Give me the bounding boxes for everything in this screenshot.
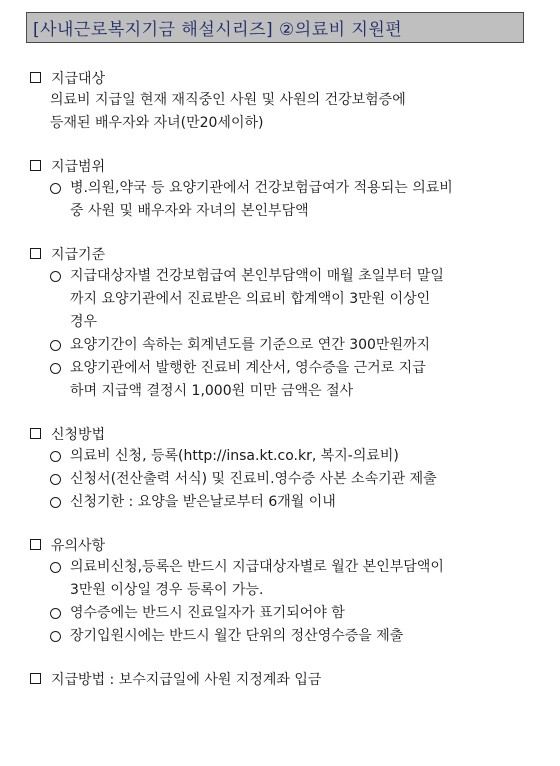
list-item [30,177,540,223]
list-item [30,602,540,625]
section-heading [30,667,540,690]
list-item-line: 지급대상자별 건강보험급여 본인부담액이 매월 초일부터 말일 [70,268,444,284]
list-item-line: 장기입원시에는 반드시 월간 단위의 정산영수증을 제출 [70,628,404,644]
document-title-text: [사내근로복지기금 해설시리즈] ②의료비 지원편 [33,20,403,40]
section-heading-text: 유의사항 [51,537,106,554]
section [30,422,540,514]
list-item-line: 하며 지급액 결정시 1,000원 미만 금액은 절사 [70,383,354,399]
circle-bullet-icon [50,271,61,282]
section [30,66,540,135]
section-heading [30,533,540,556]
list-item [30,556,540,602]
section-heading-text: 지급대상 [51,70,106,87]
list-item [30,334,540,357]
list-item-line: 경우 [70,314,98,330]
circle-bullet-icon [50,497,61,508]
list-item-line: 의료비 신청, 등록(http://insa.kt.co.kr, 복지-의료비) [70,448,399,464]
list-item-line: 병.의원,약국 등 요양기관에서 건강보험급여가 적용되는 의료비 [70,180,453,196]
circle-bullet-icon [50,451,61,462]
square-bullet-icon [30,673,41,684]
section [30,667,540,690]
list-item-line: 까지 요양기관에서 진료받은 의료비 합계액이 3만원 이상인 [70,291,431,307]
square-bullet-icon [30,428,41,439]
section-heading [30,154,540,177]
section-heading-text: 신청방법 [51,426,106,443]
list-item [30,468,540,491]
list-item-line: 3만원 이상일 경우 등록이 가능. [70,582,264,598]
list-item [30,265,540,334]
list-item-line: 요양기간이 속하는 회계년도를 기준으로 연간 300만원까지 [70,337,431,353]
list-item-line: 의료비신청,등록은 반드시 지급대상자별로 월간 본인부담액이 [70,559,444,575]
section-heading [30,422,540,445]
list-item [30,491,540,514]
section-heading-text: 지급기준 [51,246,106,263]
circle-bullet-icon [50,474,61,485]
square-bullet-icon [30,160,41,171]
list-item-line: 요양기관에서 발행한 진료비 계산서, 영수증을 근거로 지급 [70,360,426,376]
square-bullet-icon [30,72,41,83]
list-item [30,445,540,468]
circle-bullet-icon [50,562,61,573]
section-heading [30,242,540,265]
section [30,533,540,648]
square-bullet-icon [30,248,41,259]
description-line: 의료비 지급일 현재 재직중인 사원 및 사원의 건강보험증에 [50,92,406,108]
circle-bullet-icon [50,363,61,374]
list-item-line: 신청서(전산출력 서식) 및 진료비.영수증 사본 소속기관 제출 [70,471,437,487]
description-line: 등재된 배우자와 자녀(만20세이하) [50,115,264,131]
circle-bullet-icon [50,183,61,194]
section-heading-text: 지급범위 [51,158,106,175]
document-title [26,12,524,43]
list-item [30,357,540,403]
section [30,242,540,403]
square-bullet-icon [30,539,41,550]
list-item-line: 영수증에는 반드시 진료일자가 표기되어야 함 [70,605,345,621]
circle-bullet-icon [50,608,61,619]
circle-bullet-icon [50,340,61,351]
section-heading-text: 지급방법 : 보수지급일에 사원 지정계좌 입금 [51,671,322,688]
section [30,154,540,223]
section-description [50,89,540,135]
list-item [30,625,540,648]
list-item-line: 중 사원 및 배우자와 자녀의 본인부담액 [70,203,309,219]
document-body [30,66,540,709]
section-heading [30,66,540,89]
circle-bullet-icon [50,631,61,642]
list-item-line: 신청기한 : 요양을 받은날로부터 6개월 이내 [70,494,336,510]
